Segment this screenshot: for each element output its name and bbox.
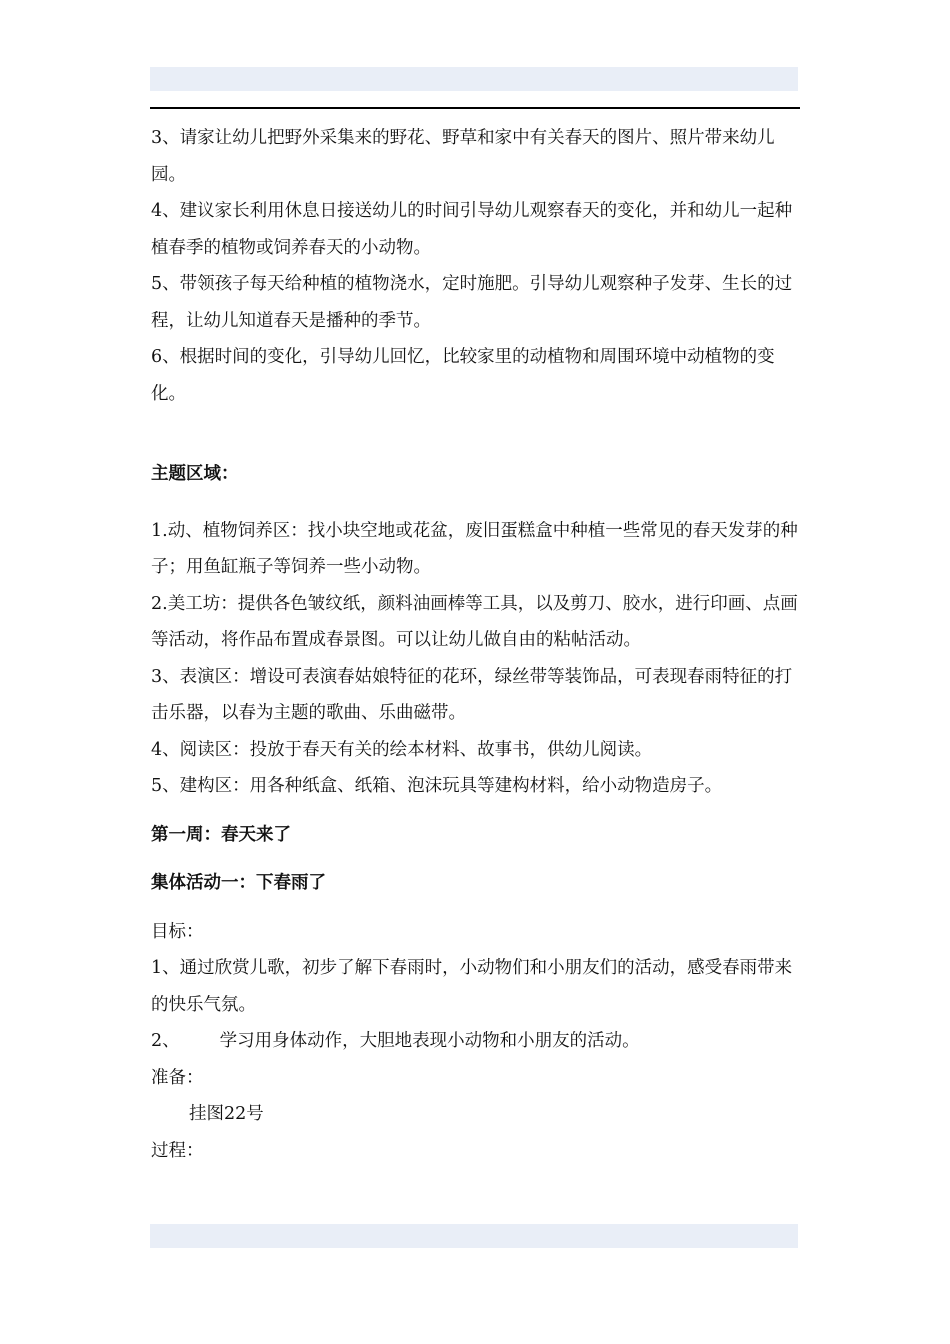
process-label: 过程： xyxy=(151,1140,204,1161)
document-body xyxy=(151,120,801,1169)
theme-area-item-5: 5、建构区：用各种纸盒、纸箱、泡沫玩具等建构材料，给小动物造房子。 xyxy=(151,776,723,796)
activity-heading: 集体活动一：下春雨了 xyxy=(151,873,326,893)
theme-area-item-2: 2.美工坊：提供各色皱纹纸，颜料油画棒等工具，以及剪刀、胶水，进行印画、点画等活动，将作品布置成春景图。可以让幼儿做自由的粘帖活动。 xyxy=(151,593,798,650)
theme-area-heading: 主题区域： xyxy=(151,464,239,484)
home-item-5: 5、带领孩子每天给种植的植物浇水，定时施肥。引导幼儿观察种子发芽、生长的过程，让幼儿知道春天是播种的季节。 xyxy=(151,274,793,331)
theme-area-item-4: 4、阅读区：投放于春天有关的绘本材料、故事书，供幼儿阅读。 xyxy=(151,739,653,760)
prep-item: 挂图22号 xyxy=(189,1104,264,1124)
prep-label: 准备： xyxy=(151,1067,204,1088)
header-band xyxy=(150,67,798,91)
goal-item-1: 1、通过欣赏儿歌，初步了解下春雨时，小动物们和小朋友们的活动，感受春雨带来的快乐气氛。 xyxy=(151,958,793,1015)
home-item-3: 3、请家让幼儿把野外采集来的野花、野草和家中有关春天的图片、照片带来幼儿园。 xyxy=(151,128,775,185)
week-heading: 第一周：春天来了 xyxy=(151,824,291,845)
home-item-6: 6、根据时间的变化，引导幼儿回忆，比较家里的动植物和周围环境中动植物的变化。 xyxy=(151,347,775,404)
goal-item-2-text: 学习用身体动作，大胆地表现小动物和小朋友的活动。 xyxy=(219,1031,640,1051)
goal-item-2 xyxy=(151,1023,801,1060)
footer-band xyxy=(150,1224,798,1248)
theme-area-item-1: 1.动、植物饲养区：找小块空地或花盆，废旧蛋糕盒中种植一些常见的春天发芽的种子；用鱼缸瓶子等饲养一些小动物。 xyxy=(151,520,798,577)
goal-item-2-number: 2、 xyxy=(151,1031,180,1051)
home-item-4: 4、建议家长利用休息日接送幼儿的时间引导幼儿观察春天的变化，并和幼儿一起种植春季的植物或饲养春天的小动物。 xyxy=(151,201,793,258)
header-rule xyxy=(150,107,800,109)
theme-area-item-3: 3、表演区：增设可表演春姑娘特征的花环，绿丝带等装饰品，可表现春雨特征的打击乐器，以春为主题的歌曲、乐曲磁带。 xyxy=(151,666,793,723)
goals-label: 目标： xyxy=(151,921,204,942)
